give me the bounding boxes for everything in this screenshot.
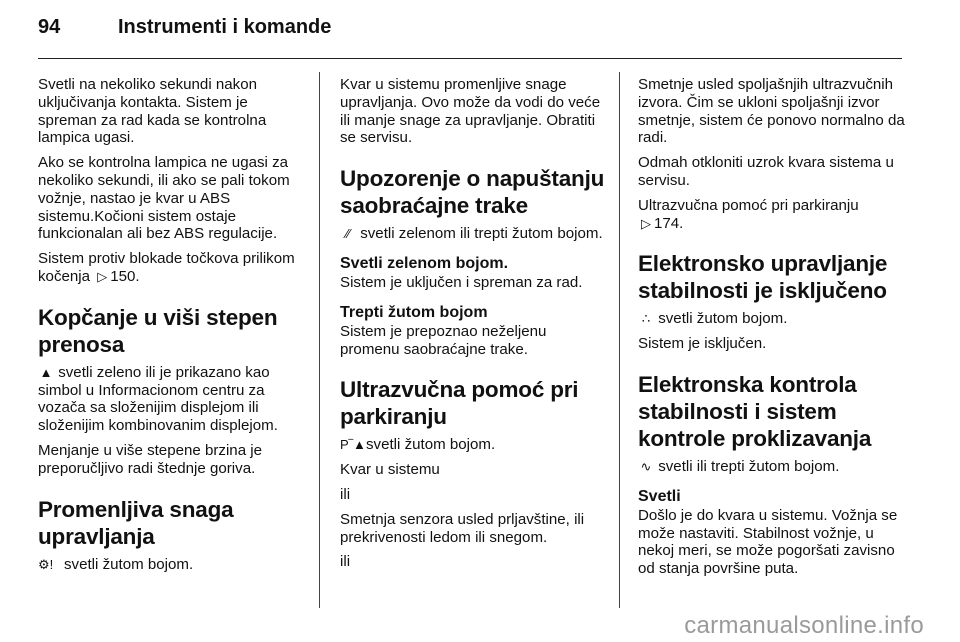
reference-arrow-icon: ▷ (97, 268, 108, 284)
esc-paragraph: ∿ svetli ili trepti žutom bojom. (638, 458, 908, 476)
steering-fault-paragraph: Kvar u sistemu promenljive snage upravljanja. Ovo može da vodi do veće ili manje snage za upravljanje. Obratiti se servisu. (340, 76, 601, 147)
page-reference[interactable]: 174. (654, 214, 684, 232)
abs-paragraph-1: Svetli na nekoliko sekundi nakon uključivanja kontakta. Sistem je spreman za rad kada se kontrolna lampica ugasi. (38, 76, 267, 147)
esc-off-icon: ∴ (641, 311, 651, 327)
park-ref-paragraph: Ultrazvučna pomoć pri parkiranju ▷ 174. (638, 196, 859, 232)
lane-paragraph: ∕∕ svetli zelenom ili trepti žutom bojom. (340, 225, 608, 243)
column-divider-2 (619, 72, 620, 608)
watermark: carmanualsonline.info (684, 612, 924, 639)
page-header (38, 16, 331, 39)
lane-departure-icon: ∕∕ (345, 226, 351, 242)
column-1 (38, 76, 306, 580)
lit-green-paragraph: Sistem je uključen i spreman za rad. (340, 273, 583, 291)
heading-power-steering: Promenljiva snaga upravljanja (38, 496, 234, 549)
park-fault-paragraph: Kvar u sistemu (340, 461, 440, 479)
heading-lane-departure: Upozorenje o napuštanju saobraćajne trake (340, 166, 605, 219)
page-reference[interactable]: 150. (110, 267, 140, 285)
park-or-1: ili (340, 485, 351, 503)
abs-paragraph-3: Sistem protiv blokade točkova prilikom kočenja ▷ 150. (38, 250, 295, 285)
page-title: Instrumenti i komande (118, 16, 332, 38)
service-paragraph: Odmah otkloniti uzrok kvara sistema u servisu. (638, 154, 894, 189)
subheading-lit-green: Svetli zelenom bojom. (340, 254, 509, 272)
upshift-paragraph: ▲ svetli zeleno ili je prikazano kao simbol u Informacionom centru za vozača sa složenijim displejom ili složenijim kombinovanim displejom. (38, 363, 278, 435)
esc-icon: ∿ (640, 458, 652, 474)
park-or-2: ili (340, 553, 351, 571)
power-steering-icon: ⚙! (38, 556, 54, 572)
ultrasonic-paragraph: Smetnje usled spoljašnjih ultrazvučnih izvora. Čim se ukloni spoljašnji izvor smetnje, sistem će ponovo normalno da radi. (638, 76, 905, 147)
page-number: 94 (38, 16, 61, 38)
column-divider-1 (319, 72, 320, 608)
flashing-yellow-paragraph: Sistem je prepoznao neželjenu promenu saobraćajne trake. (340, 322, 547, 358)
lit-paragraph: Došlo je do kvara u sistemu. Vožnja se može nastaviti. Stabilnost vožnje, u nekoj meri, se može pogoršati zavisno od stanja površine puta. (638, 506, 898, 578)
subheading-flashing-yellow: Trepti žutom bojom (340, 303, 488, 321)
column-2 (340, 76, 608, 578)
header-divider (38, 58, 902, 59)
heading-esc: Elektronska kontrola stabilnosti i sistem kontrole proklizavanja (638, 371, 872, 451)
column-3 (638, 76, 908, 585)
abs-paragraph-2: Ako se kontrolna lampica ne ugasi za nekoliko sekundi, ili ako se pali tokom vožnje, nastao je kvar u ABS sistemu.Kočioni sistem ostaje funkcionalan ali bez ABS regulacije. (38, 154, 290, 243)
park-assist-icon: P‾▲ (340, 437, 366, 453)
heading-upshift: Kopčanje u viši stepen prenosa (38, 304, 278, 357)
subheading-lit: Svetli (638, 487, 681, 505)
heading-esc-off: Elektronsko upravljanje stabilnosti je isključeno (638, 251, 888, 304)
steering-paragraph: ⚙! svetli žutom bojom. (38, 555, 194, 573)
park-sensor-paragraph: Smetnja senzora usled prljavštine, ili prekrivenosti ledom ili snegom. (340, 510, 585, 546)
upshift-icon: ▲ (39, 364, 53, 380)
reference-arrow-icon: ▷ (641, 215, 651, 231)
esc-off-paragraph: ∴ svetli žutom bojom. (638, 310, 908, 328)
upshift-paragraph-2: Menjanje u više stepene brzina je preporučljivo radi štednje goriva. (38, 441, 263, 477)
heading-park-assist: Ultrazvučna pomoć pri parkiranju (340, 377, 579, 430)
esc-off-paragraph-2: Sistem je isključen. (638, 335, 767, 353)
park-paragraph: P‾▲svetli žutom bojom. (340, 436, 496, 454)
